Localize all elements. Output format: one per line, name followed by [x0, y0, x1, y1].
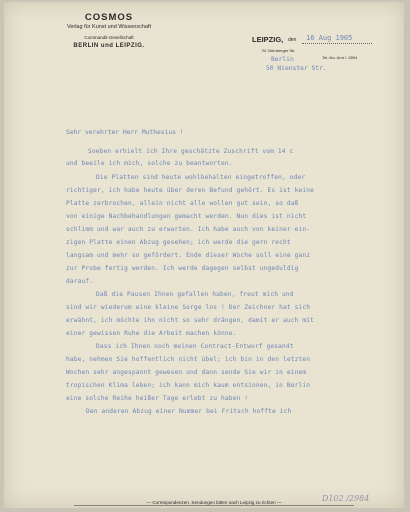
address-line-1: Berlin: [271, 56, 294, 63]
body-line: zur Probe fertig werden. Ich werde dagegen selbst ungeduldig: [66, 265, 299, 272]
body-line: schlimm und war auch zu erwarten. Ich habe auch von keiner ein-: [66, 226, 311, 233]
body-line: langsam und mehr so gefördert. Ende dieser Woche soll eine ganz: [66, 252, 311, 259]
body-line: darauf.: [66, 278, 94, 285]
body-line: sind wir wiederum eine kleine Sorge los ! Der Zeichner hat sich: [66, 304, 311, 311]
body-line: zigen Platte einen Abzug gesehen; ich werde die gern recht: [66, 239, 291, 246]
body-line: Dass ich Ihnen noch meinen Contract-Entwurf gesandt: [96, 343, 294, 350]
body-line: tropischen Klima leben; ich kann mich kaum entsinnen, in Berlin: [66, 382, 311, 389]
body-line: richtiger, ich habe heute über deren Befund gehört. Es ist keine: [66, 187, 315, 194]
dateline-rule: [302, 43, 372, 44]
body-line: Soeben erhielt ich Ihre geschätzte Zuschrift vom 14 c: [88, 148, 294, 155]
body-line: und beeile ich mich, solche zu beantworten.: [66, 160, 233, 167]
printed-phone: Tel.-No. Amt I. 2894: [322, 55, 358, 60]
letter-sheet: [4, 2, 404, 508]
dateline-date: 16 Aug 1905: [306, 34, 353, 42]
letterhead-name: COSMOS: [84, 12, 134, 23]
letterhead-subtitle: Verlag für Kunst und Wissenschaft: [66, 24, 152, 30]
body-line: habe, nehmen Sie hoffentlich nicht übel; ich bin in den letzten: [66, 356, 311, 363]
archive-mark: D102 /2984: [322, 494, 370, 503]
body-line: Platte zerbrochen, allein nicht alle wollen gut sein, so daß: [66, 200, 299, 207]
letterhead-company: Commandit-Gesellschaft: [84, 35, 134, 40]
dateline-place: LEIPZIG,: [252, 35, 284, 44]
printed-street: St. Nürnberger Str.: [262, 48, 296, 53]
letterhead-cities: BERLIN und LEIPZIG.: [73, 43, 145, 49]
body-line: Die Platten sind heute wohlbehalten eingetroffen, oder: [96, 174, 306, 181]
body-line: Den anderen Abzug einer Nummer bei Fritsch hoffte ich: [86, 408, 292, 415]
body-line: von einige Nachbehandlungen gemacht werden. Nun dies ist nicht: [66, 213, 307, 220]
body-line: Daß die Pausen Ihnen gefallen haben, freut mich und: [96, 291, 294, 298]
footer-note: — Correspondenzen, Sendungen bitten nach Leipzig zu richten —: [146, 500, 282, 505]
body-line: eine solche Reihe heißer Tage erlebt zu haben !: [66, 395, 249, 402]
body-line: einer gewissen Ruhe die Arbeit machen könne.: [66, 330, 237, 337]
footer-rule: [74, 505, 354, 506]
dateline-den: den: [288, 37, 297, 43]
salutation: Sehr verehrter Herr Muthesius !: [66, 129, 184, 136]
body-line: erwähnt, ich möchte ihn nicht so sehr drängen, damit er auch mit: [66, 317, 315, 324]
address-line-2: 50 Nienster Str.: [266, 65, 327, 72]
body-line: Wochen sehr angespannt gewesen und dann sende Sie wir in einem: [66, 369, 307, 376]
